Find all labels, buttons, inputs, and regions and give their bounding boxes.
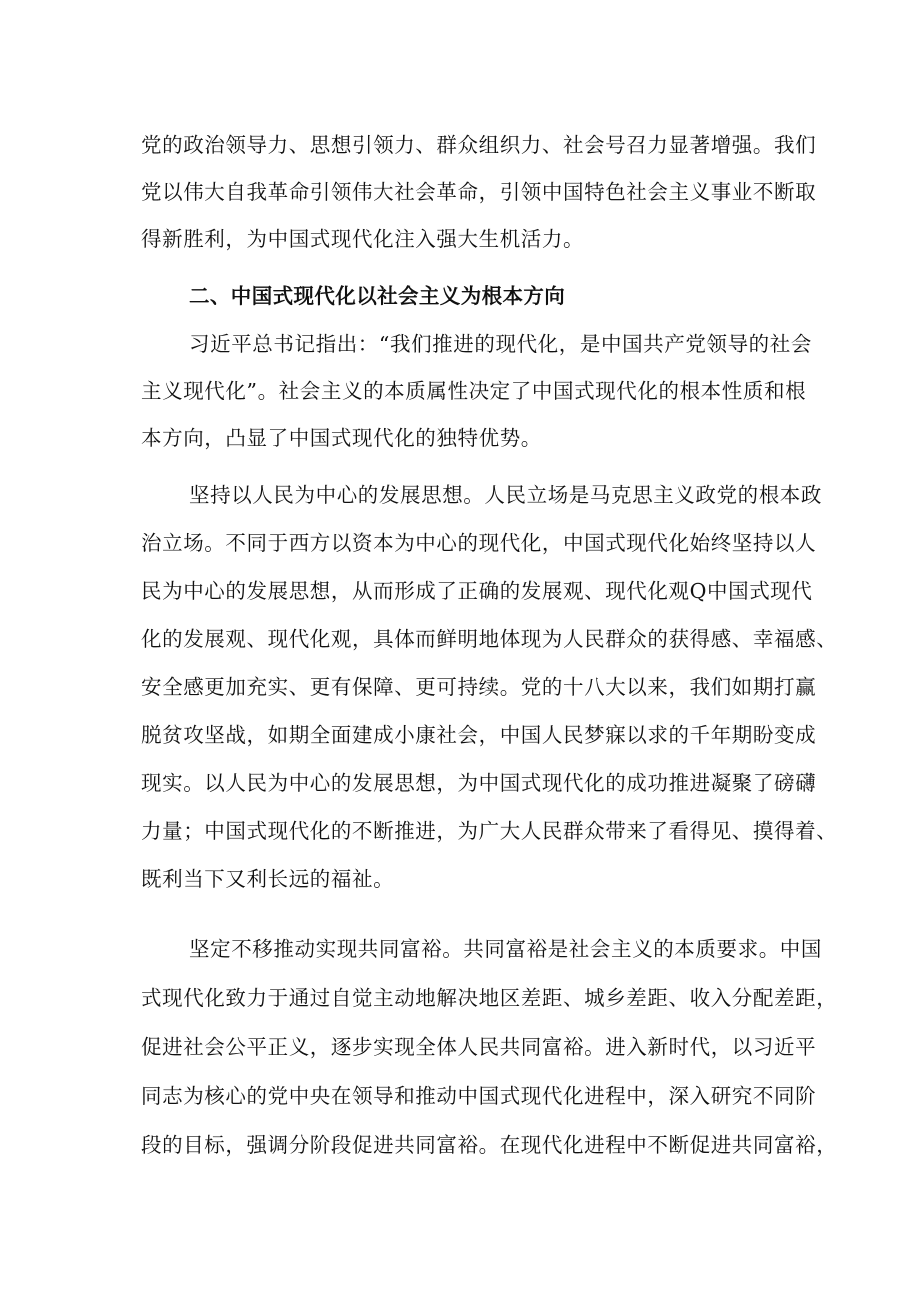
text-line: 段的目标，强调分阶段促进共同富裕。在现代化进程中不断促进共同富裕， [141,1133,838,1157]
text-line: 式现代化致力于通过自觉主动地解决地区差距、城乡差距、收入分配差距， [141,986,838,1010]
text-line: 既利当下又利长远的福祉。 [141,867,395,891]
text-line: 治立场。不同于西方以资本为中心的现代化，中国式现代化始终坚持以人 [141,531,817,555]
section-heading: 二、中国式现代化以社会主义为根本方向 [189,284,566,308]
text-line: 民为中心的发展思想，从而形成了正确的发展观、现代化观Q中国式现代 [141,579,813,603]
text-line: 本方向，凸显了中国式现代化的独特优势。 [141,426,542,450]
text-line: 主义现代化”。社会主义的本质属性决定了中国式现代化的根本性质和根 [141,379,807,403]
text-line: 党的政治领导力、思想引领力、群众组织力、社会号召力显著增强。我们 [141,133,817,157]
text-line: 党以伟大自我革命引领伟大社会革命，引领中国特色社会主义事业不断取 [141,180,817,204]
text-line: 力量；中国式现代化的不断推进，为广大人民群众带来了看得见、摸得着、 [141,819,838,843]
text-line: 促进社会公平正义，逐步实现全体人民共同富裕。进入新时代，以习近平 [141,1035,817,1059]
text-line: 得新胜利，为中国式现代化注入强大生机活力。 [141,227,585,251]
text-line: 现实。以人民为中心的发展思想，为中国式现代化的成功推进凝聚了磅礴 [141,771,817,795]
text-line: 安全感更加充实、更有保障、更可持续。党的十八大以来，我们如期打赢 [141,675,817,699]
text-line: 习近平总书记指出：“我们推进的现代化，是中国共产党领导的社会 [189,332,812,356]
text-line: 同志为核心的党中央在领导和推动中国式现代化进程中，深入研究不同阶 [141,1084,817,1108]
text-line: 坚定不移推动实现共同富裕。共同富裕是社会主义的本质要求。中国 [189,937,822,961]
text-line: 坚持以人民为中心的发展思想。人民立场是马克思主义政党的根本政 [189,483,822,507]
text-line: 脱贫攻坚战，如期全面建成小康社会，中国人民梦寐以求的千年期盼变成 [141,723,817,747]
text-line: 化的发展观、现代化观，具体而鲜明地体现为人民群众的获得感、幸福感、 [141,627,838,651]
